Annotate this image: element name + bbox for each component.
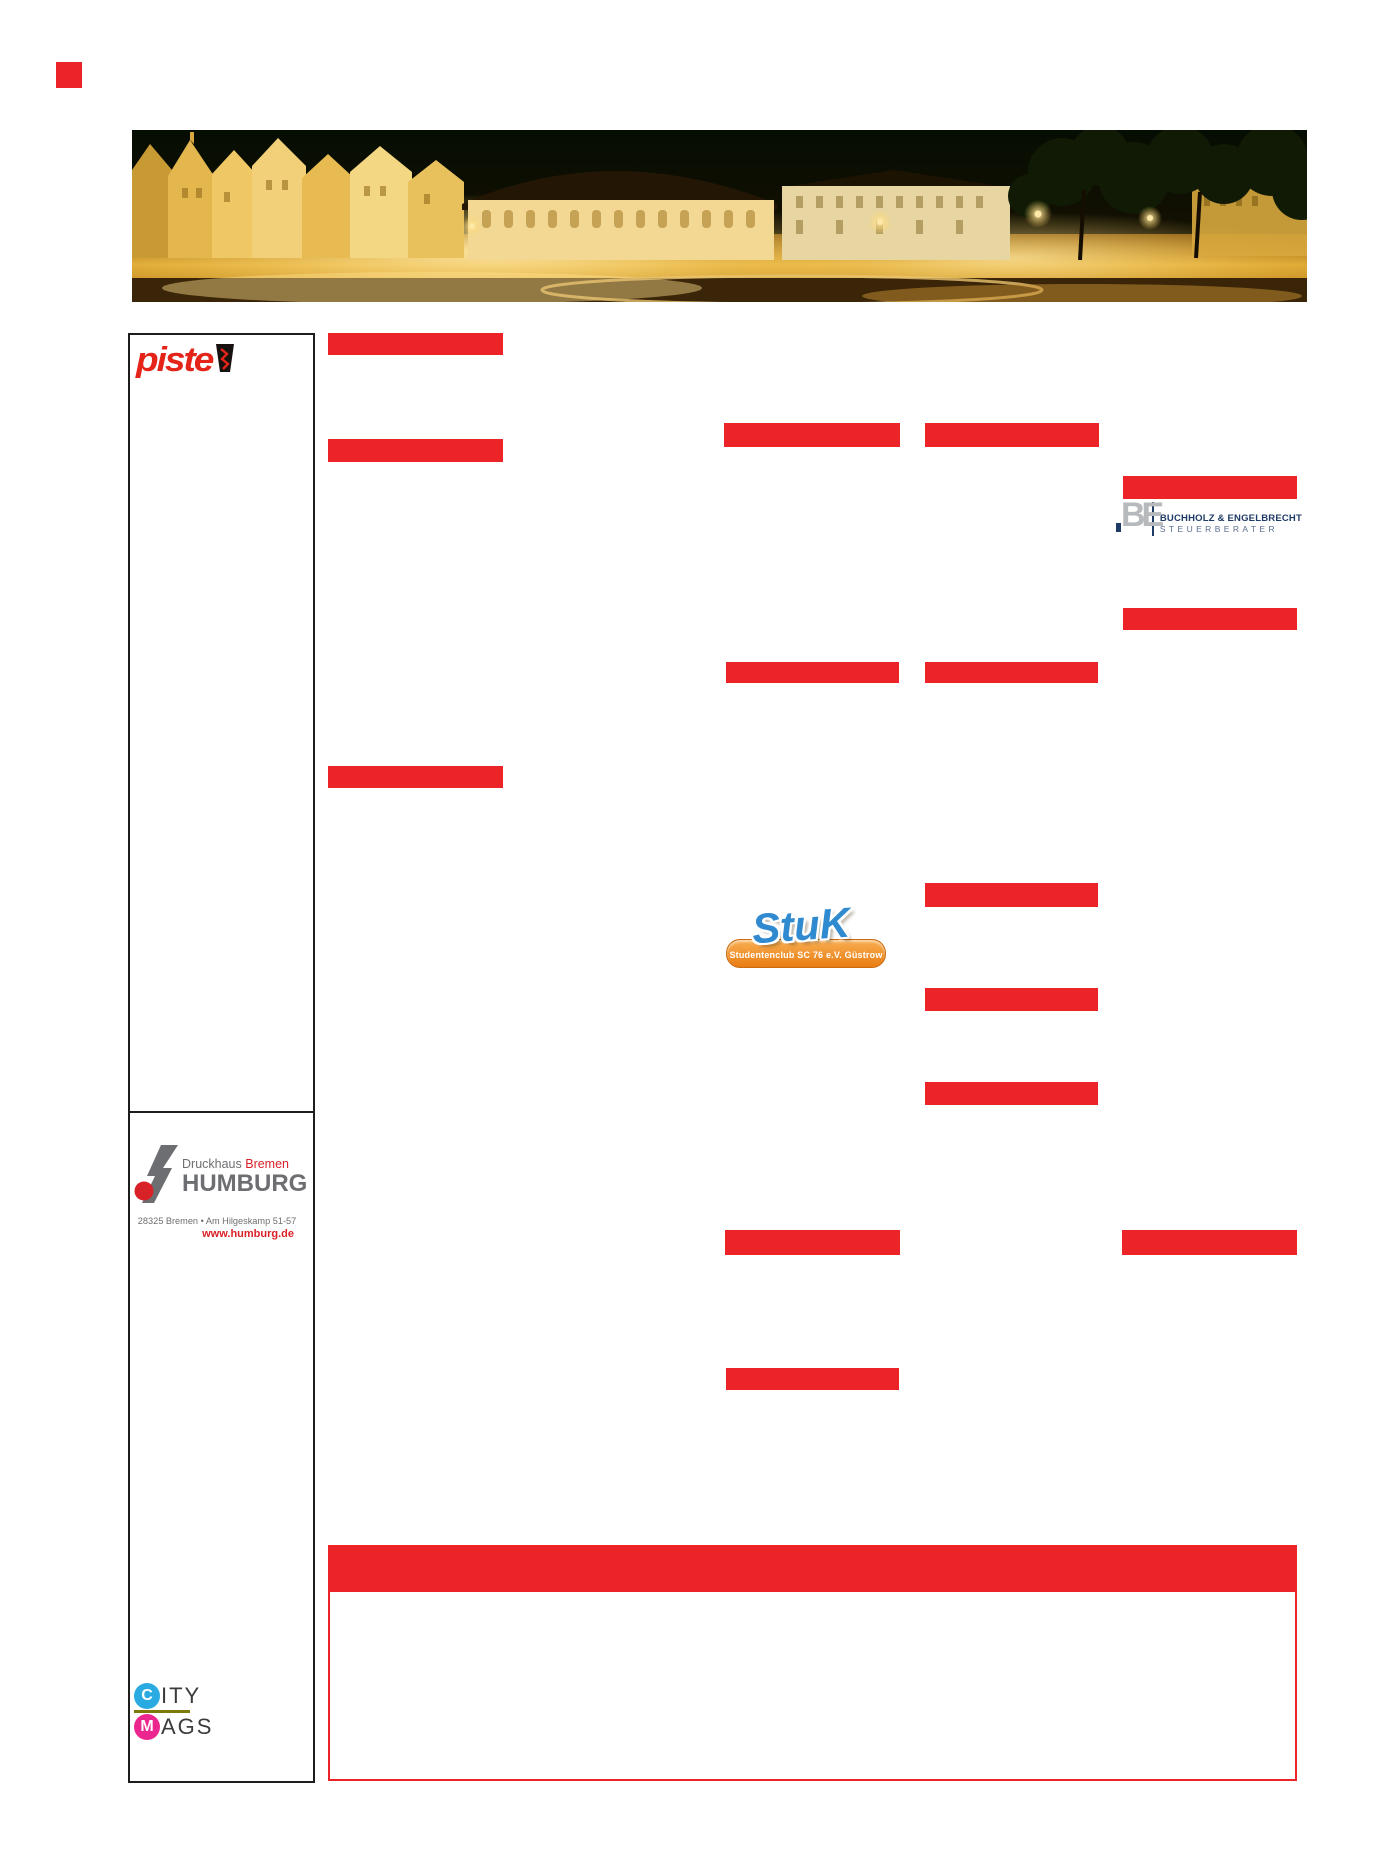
humburg-logo-icon: [134, 1145, 180, 1208]
redacted-text-bar: [724, 423, 900, 447]
piste-wordmark: piste: [136, 340, 213, 379]
panorama-illustration: [132, 130, 1307, 302]
redacted-text-bar: [726, 662, 899, 683]
citymags-ags-text: AGS: [161, 1714, 214, 1739]
redacted-text-bar: [726, 1368, 899, 1390]
sidebar-divider: [130, 1111, 313, 1113]
citymags-c-icon: C: [134, 1683, 160, 1709]
be-monogram-icon: [1116, 496, 1161, 534]
skier-icon: [213, 343, 235, 378]
redacted-text-bar: [925, 662, 1098, 683]
redacted-text-bar: [725, 1230, 900, 1255]
piste-logo: [136, 341, 235, 378]
be-monogram-letters: BE: [1121, 496, 1161, 534]
buchholz-engelbrecht-logo: [1116, 496, 1302, 542]
citymags-logo: [134, 1683, 264, 1740]
page-corner-marker: [56, 62, 82, 88]
redacted-text-bar: [328, 333, 503, 355]
redacted-text-bar: [925, 1082, 1098, 1105]
redacted-text-bar: [1123, 608, 1297, 630]
redacted-text-bar: [925, 423, 1099, 447]
be-profession: STEUERBERATER: [1159, 523, 1279, 534]
bottom-notice-box: [328, 1545, 1297, 1781]
bottom-notice-box-header: [330, 1547, 1295, 1592]
redacted-text-bar: [328, 439, 503, 462]
city-night-panorama-image: [132, 130, 1307, 302]
redacted-text-bar: [1122, 1230, 1297, 1255]
redacted-text-bar: [925, 988, 1098, 1011]
humburg-druckhaus-ad: [134, 1145, 308, 1240]
humburg-address: 28325 Bremen • Am Hilgeskamp 51-57: [137, 1216, 297, 1226]
citymags-m-icon: M: [134, 1714, 160, 1740]
humburg-wordmark: HUMBURG: [182, 1170, 308, 1198]
humburg-website: www.humburg.de: [202, 1228, 294, 1240]
stuk-banner: Studentenclub SC 76 e.V. Güstrow: [726, 939, 886, 968]
redacted-text-bar: [925, 883, 1098, 907]
stuk-logo: [726, 898, 888, 970]
citymags-underline: [134, 1710, 190, 1713]
humburg-subtitle-gray: Druckhaus: [182, 1157, 242, 1171]
humburg-subtitle-red: Bremen: [245, 1157, 290, 1171]
citymags-ity-text: ITY: [161, 1683, 202, 1708]
stuk-wordmark: StuK: [750, 898, 852, 953]
be-company-name: BUCHHOLZ & ENGELBRECHT: [1159, 513, 1302, 524]
redacted-text-bar: [328, 766, 503, 788]
sidebar-ads-column: [128, 333, 315, 1783]
